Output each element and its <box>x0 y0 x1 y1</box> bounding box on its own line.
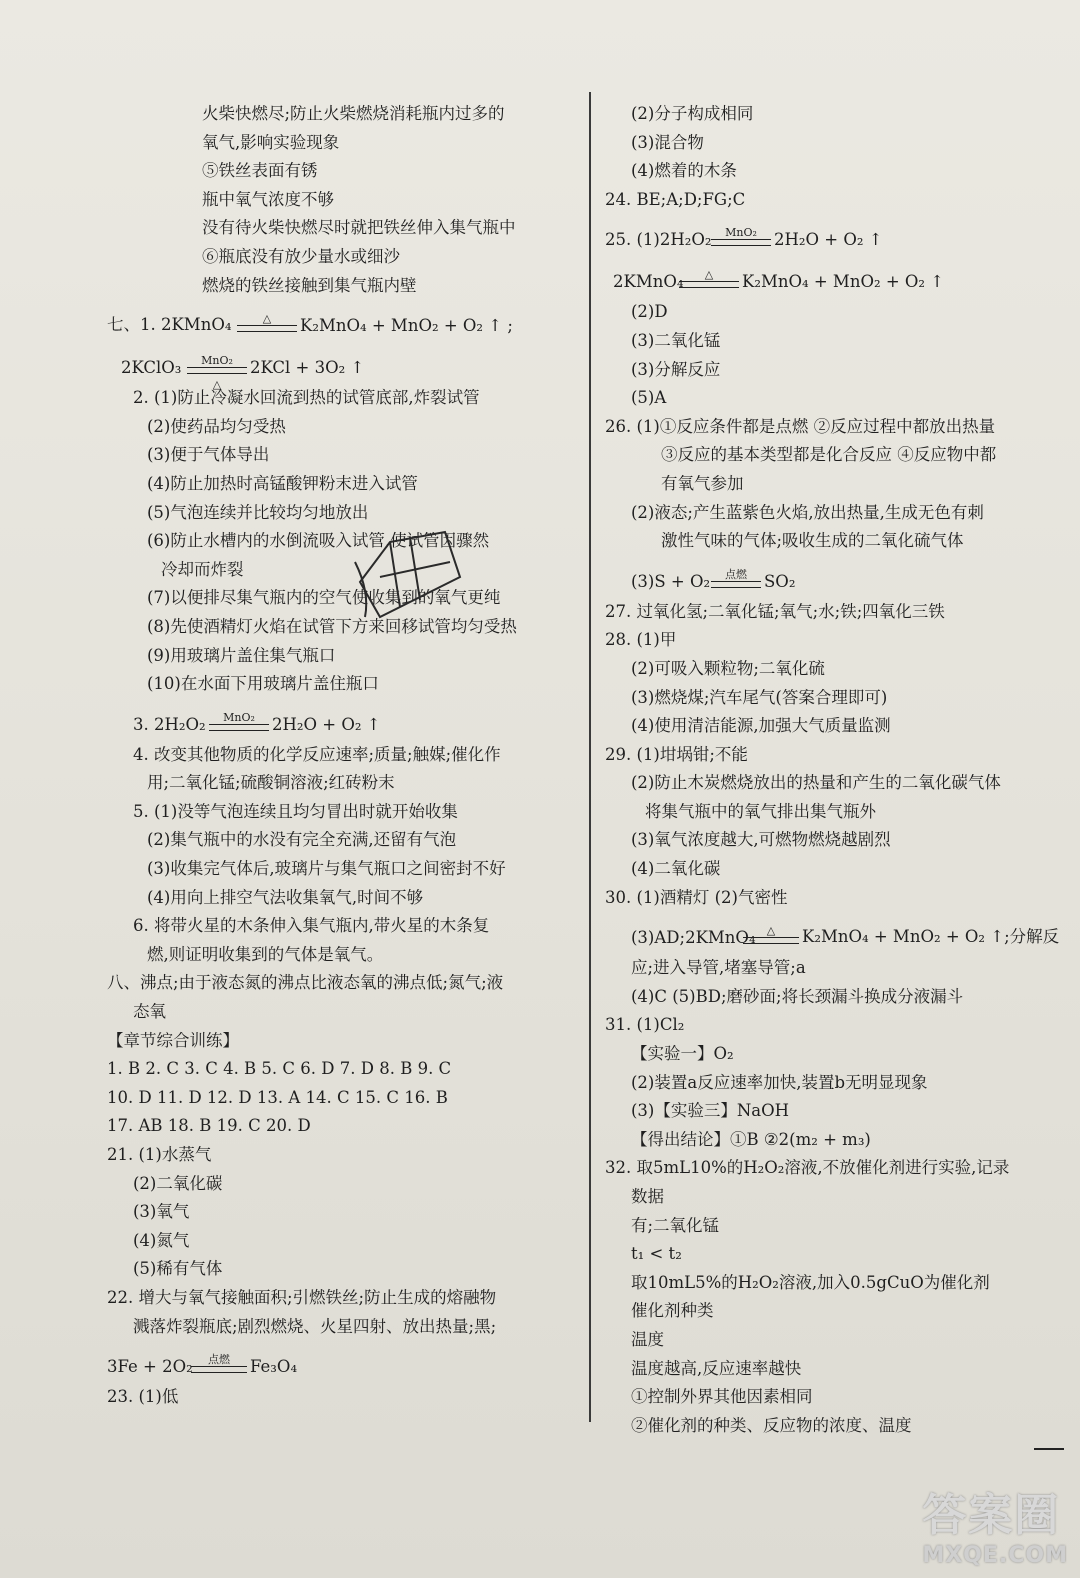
answer-line: 32. 取5mL10%的H₂O₂溶液,不放催化剂进行实验,记录 <box>605 1158 1010 1178</box>
answer-line: 28. (1)甲 <box>605 630 677 650</box>
answer-line: ③反应的基本类型都是化合反应 ④反应物中都 <box>661 445 997 465</box>
answer-line: 1. B 2. C 3. C 4. B 5. C 6. D 7. D 8. B 9. C <box>107 1059 452 1079</box>
answer-line: 21. (1)水蒸气 <box>107 1145 212 1164</box>
answer-line: (4)使用清洁能源,加强大气质量监测 <box>631 716 891 736</box>
answer-line: (2)使药品均匀受热 <box>147 416 286 436</box>
answer-line: 29. (1)坩埚钳;不能 <box>605 744 748 764</box>
answer-line: 22. 增大与氧气接触面积;引燃铁丝;防止生成的熔融物 <box>107 1287 497 1307</box>
answer-line: ⑥瓶底没有放少量水或细沙 <box>202 246 400 266</box>
answer-line: 23. (1)低 <box>107 1387 179 1407</box>
answer-line: ①控制外界其他因素相同 <box>631 1387 813 1407</box>
answer-line: (3)混合物 <box>631 132 704 152</box>
answer-line: 【实验一】O₂ <box>631 1044 734 1064</box>
answer-line: 26. (1)①反应条件都是点燃 ②反应过程中都放出热量 <box>605 416 996 436</box>
answer-line: 【得出结论】①B ②2(m₂ + m₃) <box>631 1129 871 1149</box>
answer-line: 八、沸点;由于液态氮的沸点比液态氧的沸点低;氮气;液 <box>107 973 504 993</box>
answer-line: 10. D 11. D 12. D 13. A 14. C 15. C 16. B <box>107 1087 448 1107</box>
equation-h2o2-decomposition: 3. 2H₂O₂ MnO₂ 2H₂O + O₂ ↑ <box>133 710 381 734</box>
answer-line: (7)以便排尽集气瓶内的空气使收集到的氧气更纯 <box>147 588 501 608</box>
right-block-4 <box>605 954 1067 1440</box>
answer-line: ②催化剂的种类、反应物的浓度、温度 <box>631 1415 912 1435</box>
answer-line: (3)氧气 <box>133 1202 190 1222</box>
answer-line: 冷却而炸裂 <box>161 559 244 579</box>
answer-line: 4. 改变其他物质的化学反应速率;质量;触媒;催化作 <box>133 744 501 764</box>
answer-line: 取10mL5%的H₂O₂溶液,加入0.5gCuO为催化剂 <box>631 1272 990 1292</box>
answer-line: 31. (1)Cl₂ <box>605 1015 685 1035</box>
answer-line: 火柴快燃尽;防止火柴燃烧消耗瓶内过多的 <box>202 104 505 123</box>
answer-line: t₁ < t₂ <box>631 1244 682 1264</box>
equation-kmno4-decomposition-3: (3)AD;2KMnO₄ △ K₂MnO₄ + MnO₂ + O₂ ↑;分解反 <box>631 924 1060 948</box>
equation-kmno4-decomposition-2: 2KMnO₄ △ K₂MnO₄ + MnO₂ + O₂ ↑ <box>613 268 945 292</box>
answer-line: (4)用向上排空气法收集氧气,时间不够 <box>147 887 424 907</box>
answer-line: (2)分子构成相同 <box>631 104 754 123</box>
answer-line: 24. BE;A;D;FG;C <box>605 189 746 209</box>
left-block-2 <box>107 384 575 699</box>
answer-line: 30. (1)酒精灯 (2)气密性 <box>605 887 788 907</box>
answer-line: (5)气泡连续并比较均匀地放出 <box>147 502 369 522</box>
answer-line: 应;进入导管,堵塞导管;a <box>631 958 806 978</box>
answer-line: 用;二氧化锰;硫酸铜溶液;红砖粉末 <box>147 773 395 793</box>
answer-line: 5. (1)没等气泡连续且均匀冒出时就开始收集 <box>133 801 458 821</box>
answer-line: (8)先使酒精灯火焰在试管下方来回移试管均匀受热 <box>147 616 517 636</box>
left-column <box>107 100 575 1412</box>
answer-line: 没有待火柴快燃尽时就把铁丝伸入集气瓶中 <box>202 218 516 238</box>
answer-line: 温度 <box>631 1329 664 1349</box>
answer-line: (10)在水面下用玻璃片盖住瓶口 <box>147 674 379 694</box>
answer-line: 温度越高,反应速率越快 <box>631 1358 802 1378</box>
answer-line: 将集气瓶中的氧气排出集气瓶外 <box>645 801 876 821</box>
answer-line: 有氧气参加 <box>661 473 744 493</box>
site-watermark: 答案圈 MXQE.COM <box>922 1490 1068 1568</box>
answer-line: 瓶中氧气浓度不够 <box>202 189 334 209</box>
equation-h2o2-decomposition-2: 25. (1)2H₂O₂ MnO₂ 2H₂O + O₂ ↑ <box>605 226 883 250</box>
answer-line: (5)A <box>631 388 667 408</box>
equation-kmno4-decomposition: 七、1. 2KMnO₄ △ K₂MnO₄ + MnO₂ + O₂ ↑ ; <box>107 312 513 336</box>
answer-line: 燃烧的铁丝接触到集气瓶内壁 <box>202 275 417 295</box>
answer-line: 催化剂种类 <box>631 1301 714 1321</box>
answer-line: (3)氧气浓度越大,可燃物燃烧越剧烈 <box>631 830 891 850</box>
answer-line: (4)C (5)BD;磨砂面;将长颈漏斗换成分液漏斗 <box>631 986 964 1006</box>
answer-line: 燃,则证明收集到的气体是氧气。 <box>147 944 384 964</box>
answer-line: (3)收集完气体后,玻璃片与集气瓶口之间密封不好 <box>147 859 506 879</box>
answer-line: (2)液态;产生蓝紫色火焰,放出热量,生成无色有刺 <box>631 502 984 522</box>
answer-line: 6. 将带火星的木条伸入集气瓶内,带火星的木条复 <box>133 916 490 936</box>
answer-line: 【章节综合训练】 <box>107 1030 239 1050</box>
answer-line: (2)集气瓶中的水没有完全充满,还留有气泡 <box>147 830 457 850</box>
answer-line: (4)防止加热时高锰酸钾粉末进入试管 <box>147 473 418 493</box>
equation-kclo3-decomposition: 2KClO₃ MnO₂ △ 2KCl + 3O₂ ↑ <box>121 354 365 392</box>
column-divider <box>589 92 591 1422</box>
answer-line: (2)可吸入颗粒物;二氧化硫 <box>631 658 825 678</box>
page-edge-mark <box>1034 1448 1064 1450</box>
answer-line: (3)二氧化锰 <box>631 330 721 350</box>
answer-line: (3)分解反应 <box>631 359 721 379</box>
answer-line: (5)稀有气体 <box>133 1259 223 1279</box>
answer-line: 氧气,影响实验现象 <box>202 132 340 152</box>
answer-line: 态氧 <box>133 1002 166 1022</box>
answer-line: (3)便于气体导出 <box>147 445 270 465</box>
right-block-2 <box>605 298 1067 555</box>
answer-line: (6)防止水槽内的水倒流吸入试管,使试管因骤然 <box>147 531 490 551</box>
answer-line: (3)【实验三】NaOH <box>631 1101 790 1121</box>
answer-line: 激性气味的气体;吸收生成的二氧化硫气体 <box>661 531 964 551</box>
answer-line: (9)用玻璃片盖住集气瓶口 <box>147 645 336 665</box>
answer-line: ⑤铁丝表面有锈 <box>202 161 318 181</box>
answer-line: 数据 <box>631 1187 664 1206</box>
answer-line: 2. (1)防止冷凝水回流到热的试管底部,炸裂试管 <box>133 388 480 408</box>
equation-iron-combustion: 3Fe + 2O₂ 点燃 Fe₃O₄ <box>107 1353 298 1377</box>
answer-line: 27. 过氧化氢;二氧化锰;氧气;水;铁;四氧化三铁 <box>605 601 945 621</box>
right-block-1 <box>605 100 1067 214</box>
pen-sketch-mark <box>350 522 470 632</box>
answer-line: (4)氮气 <box>133 1230 190 1250</box>
answer-line: (4)二氧化碳 <box>631 859 721 879</box>
answer-line: 溅落炸裂瓶底;剧烈燃烧、火星四射、放出热量;黑; <box>133 1316 497 1336</box>
right-column <box>605 100 1067 1440</box>
equation-sulfur-combustion: (3)S + O₂ 点燃 SO₂ <box>631 567 796 591</box>
answer-line: 有;二氧化锰 <box>631 1215 720 1235</box>
left-block-3 <box>107 741 575 1341</box>
answer-line: (2)防止木炭燃烧放出的热量和产生的二氧化碳气体 <box>631 773 1001 793</box>
left-block-1 <box>107 100 575 300</box>
answer-line: (4)燃着的木条 <box>631 161 737 181</box>
answer-line: (3)燃烧煤;汽车尾气(答案合理即可) <box>631 687 888 707</box>
answer-line: (2)二氧化碳 <box>133 1173 223 1193</box>
answer-line: (2)装置a反应速率加快,装置b无明显现象 <box>631 1072 928 1092</box>
answer-line: 17. AB 18. B 19. C 20. D <box>107 1116 311 1136</box>
right-block-3 <box>605 598 1067 913</box>
answer-line: (2)D <box>631 302 668 322</box>
